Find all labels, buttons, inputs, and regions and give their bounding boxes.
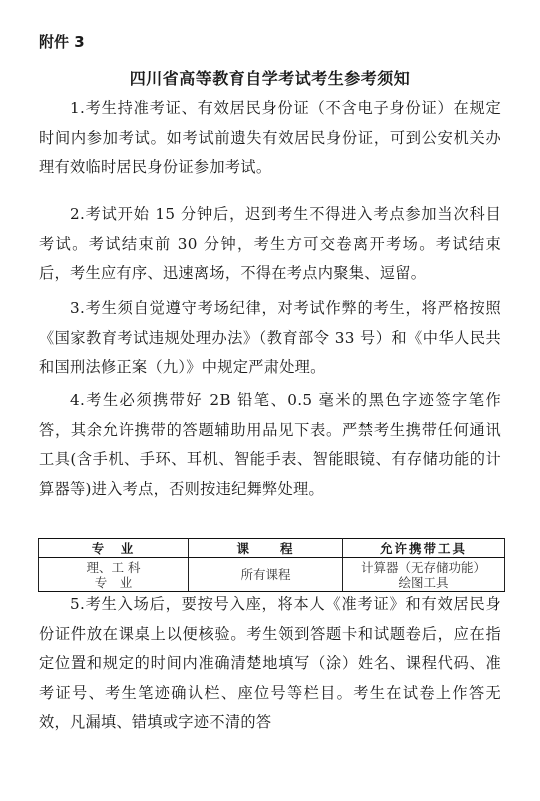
major-line-2: 专 业	[94, 574, 133, 590]
tools-line-1: 计算器（无存储功能）	[360, 559, 486, 575]
notice-paragraph-3: 3.考生须自觉遵守考场纪律，对考试作弊的考生，将严格按照《国家教育考试违规处理办法》（教育部令 33 号）和《中华人民共和国刑法修正案（九）》中规定严肃处理。	[39, 299, 501, 376]
cell-major	[39, 558, 189, 592]
tools-line-2: 绘图工具	[398, 574, 449, 590]
major-line-1: 理、工 科	[86, 559, 141, 575]
notice-paragraph-1: 1.考生持准考证、有效居民身份证（不含电子身份证）在规定时间内参加考试。如考试前遗失有效居民身份证，可到公安机关办理有效临时居民身份证参加考试。	[39, 99, 501, 176]
notice-paragraph-4: 4.考生必须携带好 2B 铅笔、0.5 毫米的黑色字迹签字笔作答，其余允许携带的答题辅助用品见下表。严禁考生携带任何通讯工具(含手机、手环、耳机、智能手表、智能眼镜、有存储功能的计算器等)进入考点，否则按违纪舞弊处理。	[39, 391, 501, 498]
cell-tools	[343, 558, 505, 592]
header-allowed-tools: 允许携带工具	[343, 539, 505, 558]
table-header-row	[39, 539, 505, 558]
notice-paragraph-2: 2.考试开始 15 分钟后，迟到考生不得进入考点参加当次科目考试。考试结束前 30 分钟，考生方可交卷离开考场。考试结束后，考生应有序、迅速离场，不得在考点内聚集、逗留。	[39, 205, 501, 282]
cell-course: 所有课程	[189, 558, 343, 592]
header-course: 课 程	[189, 539, 343, 558]
header-major: 专 业	[39, 539, 189, 558]
document-title: 四川省高等教育自学考试考生参考须知	[129, 69, 411, 88]
attachment-label: 附件 3	[39, 33, 85, 51]
notice-paragraph-5: 5.考生入场后，要按号入座，将本人《准考证》和有效居民身份证件放在课桌上以便核验。考生领到答题卡和试题卷后，应在指定位置和规定的时间内准确清楚地填写（涂）姓名、课程代码、准考证号、考生笔迹确认栏、座位号等栏目。考生在试卷上作答无效，凡漏填、错填或字迹不清的答	[39, 595, 501, 731]
allowed-tools-table	[38, 538, 505, 592]
table-row	[39, 558, 505, 592]
